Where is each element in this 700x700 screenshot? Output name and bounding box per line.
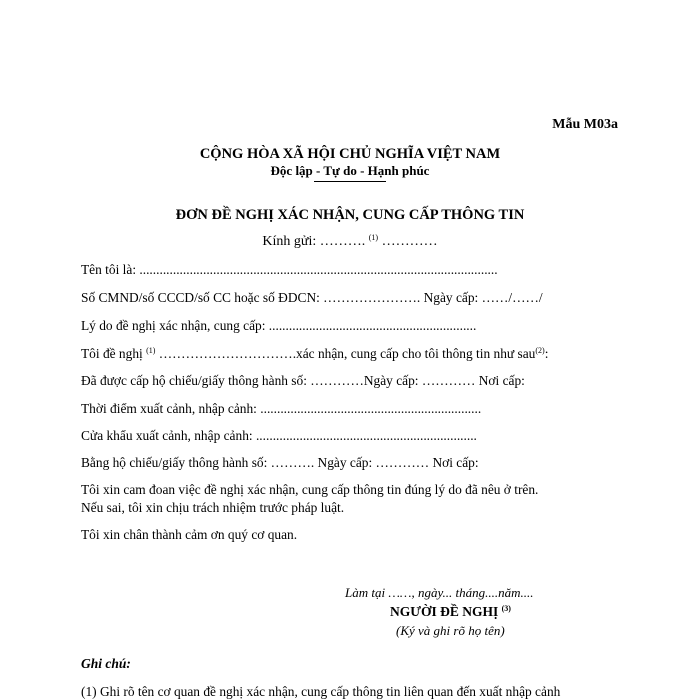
salutation — [0, 234, 700, 250]
request-middle: ………………………….xác nhận, cung cấp cho tôi thông tin như sau — [155, 346, 536, 361]
form-code: Mẫu M03a — [552, 117, 618, 132]
footnote-ref: (1) — [368, 233, 379, 242]
signature-title-text: NGƯỜI ĐỀ NGHỊ — [390, 604, 499, 619]
country-name: CỘNG HÒA XÃ HỘI CHỦ NGHĨA VIỆT NAM — [199, 146, 501, 162]
salutation-blank: ………… — [378, 234, 438, 249]
thanks-line: Tôi xin chân thành cảm ơn quý cơ quan. — [81, 527, 298, 542]
reason-field: Lý do đề nghị xác nhận, cung cấp: .............................................................. — [81, 318, 477, 333]
border-gate-field: Cửa khẩu xuất cảnh, nhập cảnh: .................................................................. — [81, 428, 477, 443]
note-item-1: (1) Ghi rõ tên cơ quan đề nghị xác nhận, cung cấp thông tin liên quan đến xuất nhập cảnh — [81, 684, 561, 699]
signature-note: (Ký và ghi rõ họ tên) — [396, 623, 505, 638]
commitment-line-2: Nếu sai, tôi xin chịu trách nhiệm trước pháp luật. — [81, 500, 345, 515]
request-text: Tôi đề nghị — [81, 346, 143, 361]
footnote-ref: (3) — [501, 604, 511, 613]
request-field — [81, 346, 548, 362]
signature-title — [390, 604, 511, 620]
motto-underline — [314, 181, 386, 182]
name-field: Tên tôi là: ........................................................................................................... — [81, 262, 498, 277]
footnote-ref: (2) — [535, 346, 545, 355]
salutation-text: Kính gửi: ………. — [262, 234, 366, 249]
passport-issued-field: Đã được cấp hộ chiếu/giấy thông hành số: …………Ngày cấp: ………… Nơi cấp: — [81, 373, 525, 388]
footnote-ref: (1) — [146, 346, 156, 355]
passport-number-field: Bằng hộ chiếu/giấy thông hành số: ………. Ngày cấp: ………… Nơi cấp: — [81, 455, 479, 470]
id-number-field: Số CMND/số CCCD/số CC hoặc số ĐDCN: …………………. Ngày cấp: ……/……/ — [81, 290, 543, 305]
commitment-line-1: Tôi xin cam đoan việc đề nghị xác nhận, cung cấp thông tin đúng lý do đã nêu ở trên. — [81, 482, 539, 497]
exit-entry-time-field: Thời điểm xuất cảnh, nhập cảnh: .................................................................. — [81, 401, 482, 416]
request-colon: : — [544, 346, 549, 361]
signature-place-date: Làm tại ……, ngày... tháng....năm.... — [345, 585, 534, 600]
notes-heading: Ghi chú: — [81, 656, 131, 671]
national-motto: Độc lập - Tự do - Hạnh phúc — [270, 163, 430, 178]
document-title: ĐƠN ĐỀ NGHỊ XÁC NHẬN, CUNG CẤP THÔNG TIN — [175, 207, 525, 223]
